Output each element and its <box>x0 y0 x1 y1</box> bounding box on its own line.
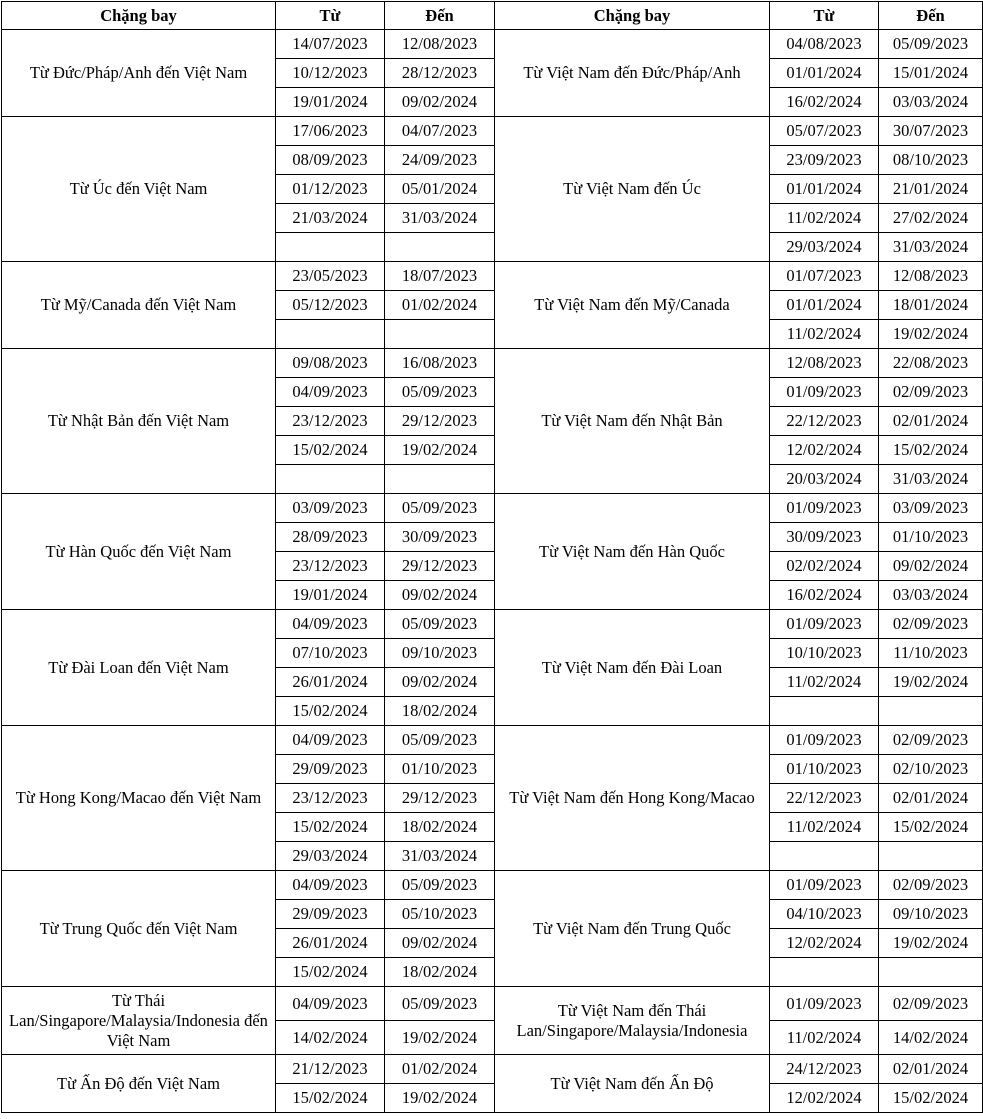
outbound-route-cell: Từ Hàn Quốc đến Việt Nam <box>2 494 276 610</box>
outbound-to-date: 12/08/2023 <box>385 30 495 59</box>
return-to-date: 05/09/2023 <box>879 30 983 59</box>
return-from-date: 11/02/2024 <box>770 320 879 349</box>
outbound-route-cell: Từ Mỹ/Canada đến Việt Nam <box>2 262 276 349</box>
return-from-date: 11/02/2024 <box>770 813 879 842</box>
return-to-date: 08/10/2023 <box>879 146 983 175</box>
outbound-from-date: 05/12/2023 <box>276 291 385 320</box>
outbound-to-date: 30/09/2023 <box>385 523 495 552</box>
outbound-from-date: 26/01/2024 <box>276 668 385 697</box>
outbound-to-date: 09/02/2024 <box>385 88 495 117</box>
return-from-date: 01/01/2024 <box>770 175 879 204</box>
return-to-date: 01/10/2023 <box>879 523 983 552</box>
return-to-date: 02/01/2024 <box>879 784 983 813</box>
outbound-from-date: 04/09/2023 <box>276 378 385 407</box>
outbound-from-date: 29/03/2024 <box>276 842 385 871</box>
outbound-from-date: 23/12/2023 <box>276 407 385 436</box>
outbound-to-date: 05/09/2023 <box>385 987 495 1021</box>
table-row <box>2 610 983 639</box>
outbound-from-date: 14/02/2024 <box>276 1021 385 1055</box>
return-to-date: 02/01/2024 <box>879 407 983 436</box>
return-to-date: 02/09/2023 <box>879 987 983 1021</box>
return-to-date: 03/03/2024 <box>879 88 983 117</box>
outbound-route-cell: Từ Đức/Pháp/Anh đến Việt Nam <box>2 30 276 117</box>
outbound-from-date: 28/09/2023 <box>276 523 385 552</box>
return-to-date: 19/02/2024 <box>879 668 983 697</box>
header-outbound-route: Chặng bay <box>2 2 276 30</box>
outbound-from-date: 23/05/2023 <box>276 262 385 291</box>
outbound-route-cell: Từ Úc đến Việt Nam <box>2 117 276 262</box>
outbound-to-date: 18/07/2023 <box>385 262 495 291</box>
return-to-date: 02/01/2024 <box>879 1055 983 1084</box>
return-from-date: 01/07/2023 <box>770 262 879 291</box>
return-to-date: 02/10/2023 <box>879 755 983 784</box>
table-row <box>2 262 983 291</box>
outbound-from-date: 04/09/2023 <box>276 987 385 1021</box>
return-to-date <box>879 958 983 987</box>
outbound-to-date: 05/01/2024 <box>385 175 495 204</box>
outbound-to-date: 09/02/2024 <box>385 929 495 958</box>
table-row <box>2 987 983 1021</box>
header-outbound-to: Đến <box>385 2 495 30</box>
outbound-to-date: 01/10/2023 <box>385 755 495 784</box>
return-route-cell: Từ Việt Nam đến Ấn Độ <box>495 1055 770 1113</box>
outbound-to-date: 18/02/2024 <box>385 813 495 842</box>
return-to-date: 02/09/2023 <box>879 726 983 755</box>
return-to-date: 02/09/2023 <box>879 610 983 639</box>
flight-schedule-table <box>1 1 983 1113</box>
outbound-from-date: 10/12/2023 <box>276 59 385 88</box>
return-to-date: 11/10/2023 <box>879 639 983 668</box>
outbound-from-date: 23/12/2023 <box>276 784 385 813</box>
return-from-date: 16/02/2024 <box>770 88 879 117</box>
outbound-from-date: 09/08/2023 <box>276 349 385 378</box>
outbound-to-date: 16/08/2023 <box>385 349 495 378</box>
outbound-from-date: 15/02/2024 <box>276 1084 385 1113</box>
return-from-date: 12/02/2024 <box>770 929 879 958</box>
return-route-cell: Từ Việt Nam đến Mỹ/Canada <box>495 262 770 349</box>
outbound-from-date: 15/02/2024 <box>276 813 385 842</box>
outbound-to-date: 05/10/2023 <box>385 900 495 929</box>
header-return-from: Từ <box>770 2 879 30</box>
outbound-to-date: 29/12/2023 <box>385 784 495 813</box>
header-return-to: Đến <box>879 2 983 30</box>
return-from-date: 01/01/2024 <box>770 59 879 88</box>
table-row <box>2 117 983 146</box>
header-row <box>2 2 983 30</box>
outbound-to-date: 05/09/2023 <box>385 378 495 407</box>
outbound-from-date: 07/10/2023 <box>276 639 385 668</box>
outbound-from-date: 21/12/2023 <box>276 1055 385 1084</box>
outbound-to-date <box>385 233 495 262</box>
return-from-date: 11/02/2024 <box>770 204 879 233</box>
return-from-date: 01/09/2023 <box>770 494 879 523</box>
outbound-from-date: 26/01/2024 <box>276 929 385 958</box>
return-to-date: 31/03/2024 <box>879 233 983 262</box>
return-from-date: 12/08/2023 <box>770 349 879 378</box>
outbound-to-date: 09/02/2024 <box>385 668 495 697</box>
outbound-to-date: 18/02/2024 <box>385 697 495 726</box>
table-row <box>2 30 983 59</box>
return-to-date: 30/07/2023 <box>879 117 983 146</box>
outbound-from-date: 15/02/2024 <box>276 436 385 465</box>
outbound-to-date: 05/09/2023 <box>385 871 495 900</box>
return-from-date: 29/03/2024 <box>770 233 879 262</box>
return-from-date: 01/09/2023 <box>770 987 879 1021</box>
return-from-date: 24/12/2023 <box>770 1055 879 1084</box>
outbound-to-date: 04/07/2023 <box>385 117 495 146</box>
outbound-to-date: 24/09/2023 <box>385 146 495 175</box>
return-from-date: 04/08/2023 <box>770 30 879 59</box>
return-from-date: 01/09/2023 <box>770 726 879 755</box>
outbound-to-date: 09/02/2024 <box>385 581 495 610</box>
return-from-date: 23/09/2023 <box>770 146 879 175</box>
return-from-date: 16/02/2024 <box>770 581 879 610</box>
table-row <box>2 871 983 900</box>
outbound-to-date: 09/10/2023 <box>385 639 495 668</box>
return-route-cell: Từ Việt Nam đến Nhật Bản <box>495 349 770 494</box>
return-from-date: 01/01/2024 <box>770 291 879 320</box>
return-to-date <box>879 842 983 871</box>
return-to-date: 09/02/2024 <box>879 552 983 581</box>
return-from-date: 11/02/2024 <box>770 1021 879 1055</box>
header-return-route: Chặng bay <box>495 2 770 30</box>
return-route-cell: Từ Việt Nam đến Hong Kong/Macao <box>495 726 770 871</box>
outbound-route-cell: Từ Ấn Độ đến Việt Nam <box>2 1055 276 1113</box>
return-from-date: 22/12/2023 <box>770 407 879 436</box>
outbound-from-date: 15/02/2024 <box>276 697 385 726</box>
return-from-date: 22/12/2023 <box>770 784 879 813</box>
return-from-date: 11/02/2024 <box>770 668 879 697</box>
outbound-to-date: 28/12/2023 <box>385 59 495 88</box>
return-to-date <box>879 697 983 726</box>
outbound-from-date: 14/07/2023 <box>276 30 385 59</box>
return-to-date: 03/09/2023 <box>879 494 983 523</box>
outbound-route-cell: Từ Trung Quốc đến Việt Nam <box>2 871 276 987</box>
return-route-cell: Từ Việt Nam đến Đức/Pháp/Anh <box>495 30 770 117</box>
return-from-date: 04/10/2023 <box>770 900 879 929</box>
outbound-from-date: 08/09/2023 <box>276 146 385 175</box>
outbound-to-date: 19/02/2024 <box>385 1084 495 1113</box>
return-from-date: 05/07/2023 <box>770 117 879 146</box>
outbound-to-date: 01/02/2024 <box>385 291 495 320</box>
table-row <box>2 726 983 755</box>
return-to-date: 27/02/2024 <box>879 204 983 233</box>
outbound-from-date <box>276 320 385 349</box>
outbound-from-date <box>276 465 385 494</box>
return-to-date: 15/02/2024 <box>879 1084 983 1113</box>
return-from-date <box>770 842 879 871</box>
return-from-date: 30/09/2023 <box>770 523 879 552</box>
table-header <box>2 2 983 30</box>
return-to-date: 15/02/2024 <box>879 813 983 842</box>
outbound-from-date: 03/09/2023 <box>276 494 385 523</box>
outbound-from-date: 17/06/2023 <box>276 117 385 146</box>
return-from-date: 01/09/2023 <box>770 871 879 900</box>
return-route-cell: Từ Việt Nam đến Đài Loan <box>495 610 770 726</box>
return-route-cell: Từ Việt Nam đến Trung Quốc <box>495 871 770 987</box>
return-to-date: 15/02/2024 <box>879 436 983 465</box>
return-from-date: 01/09/2023 <box>770 378 879 407</box>
outbound-to-date: 19/02/2024 <box>385 436 495 465</box>
outbound-from-date: 04/09/2023 <box>276 726 385 755</box>
return-route-cell: Từ Việt Nam đến Úc <box>495 117 770 262</box>
outbound-from-date: 01/12/2023 <box>276 175 385 204</box>
outbound-to-date: 31/03/2024 <box>385 204 495 233</box>
outbound-from-date: 15/02/2024 <box>276 958 385 987</box>
return-to-date: 02/09/2023 <box>879 871 983 900</box>
return-from-date: 10/10/2023 <box>770 639 879 668</box>
return-from-date: 20/03/2024 <box>770 465 879 494</box>
outbound-from-date: 29/09/2023 <box>276 900 385 929</box>
outbound-to-date: 31/03/2024 <box>385 842 495 871</box>
return-from-date: 01/09/2023 <box>770 610 879 639</box>
table-body <box>2 30 983 1113</box>
return-to-date: 14/02/2024 <box>879 1021 983 1055</box>
return-to-date: 18/01/2024 <box>879 291 983 320</box>
outbound-from-date: 19/01/2024 <box>276 88 385 117</box>
return-from-date: 12/02/2024 <box>770 436 879 465</box>
return-to-date: 03/03/2024 <box>879 581 983 610</box>
table-row <box>2 1055 983 1084</box>
outbound-to-date: 05/09/2023 <box>385 726 495 755</box>
outbound-route-cell: Từ Nhật Bản đến Việt Nam <box>2 349 276 494</box>
outbound-to-date <box>385 320 495 349</box>
return-to-date: 12/08/2023 <box>879 262 983 291</box>
return-to-date: 15/01/2024 <box>879 59 983 88</box>
outbound-from-date: 04/09/2023 <box>276 871 385 900</box>
table-row <box>2 349 983 378</box>
outbound-route-cell: Từ Hong Kong/Macao đến Việt Nam <box>2 726 276 871</box>
return-to-date: 22/08/2023 <box>879 349 983 378</box>
return-to-date: 19/02/2024 <box>879 929 983 958</box>
outbound-to-date: 29/12/2023 <box>385 552 495 581</box>
return-from-date <box>770 958 879 987</box>
return-to-date: 09/10/2023 <box>879 900 983 929</box>
return-to-date: 19/02/2024 <box>879 320 983 349</box>
return-route-cell: Từ Việt Nam đến Hàn Quốc <box>495 494 770 610</box>
outbound-route-cell: Từ Thái Lan/Singapore/Malaysia/Indonesia đến Việt Nam <box>2 987 276 1055</box>
outbound-to-date: 19/02/2024 <box>385 1021 495 1055</box>
header-outbound-from: Từ <box>276 2 385 30</box>
outbound-to-date <box>385 465 495 494</box>
outbound-to-date: 05/09/2023 <box>385 494 495 523</box>
return-from-date <box>770 697 879 726</box>
outbound-to-date: 29/12/2023 <box>385 407 495 436</box>
return-to-date: 21/01/2024 <box>879 175 983 204</box>
outbound-from-date: 21/03/2024 <box>276 204 385 233</box>
return-from-date: 01/10/2023 <box>770 755 879 784</box>
outbound-to-date: 01/02/2024 <box>385 1055 495 1084</box>
outbound-to-date: 18/02/2024 <box>385 958 495 987</box>
outbound-from-date: 23/12/2023 <box>276 552 385 581</box>
table-row <box>2 494 983 523</box>
outbound-from-date: 29/09/2023 <box>276 755 385 784</box>
return-route-cell: Từ Việt Nam đến Thái Lan/Singapore/Malaysia/Indonesia <box>495 987 770 1055</box>
outbound-from-date: 04/09/2023 <box>276 610 385 639</box>
outbound-to-date: 05/09/2023 <box>385 610 495 639</box>
outbound-route-cell: Từ Đài Loan đến Việt Nam <box>2 610 276 726</box>
outbound-from-date: 19/01/2024 <box>276 581 385 610</box>
return-to-date: 02/09/2023 <box>879 378 983 407</box>
return-from-date: 12/02/2024 <box>770 1084 879 1113</box>
outbound-from-date <box>276 233 385 262</box>
return-to-date: 31/03/2024 <box>879 465 983 494</box>
return-from-date: 02/02/2024 <box>770 552 879 581</box>
